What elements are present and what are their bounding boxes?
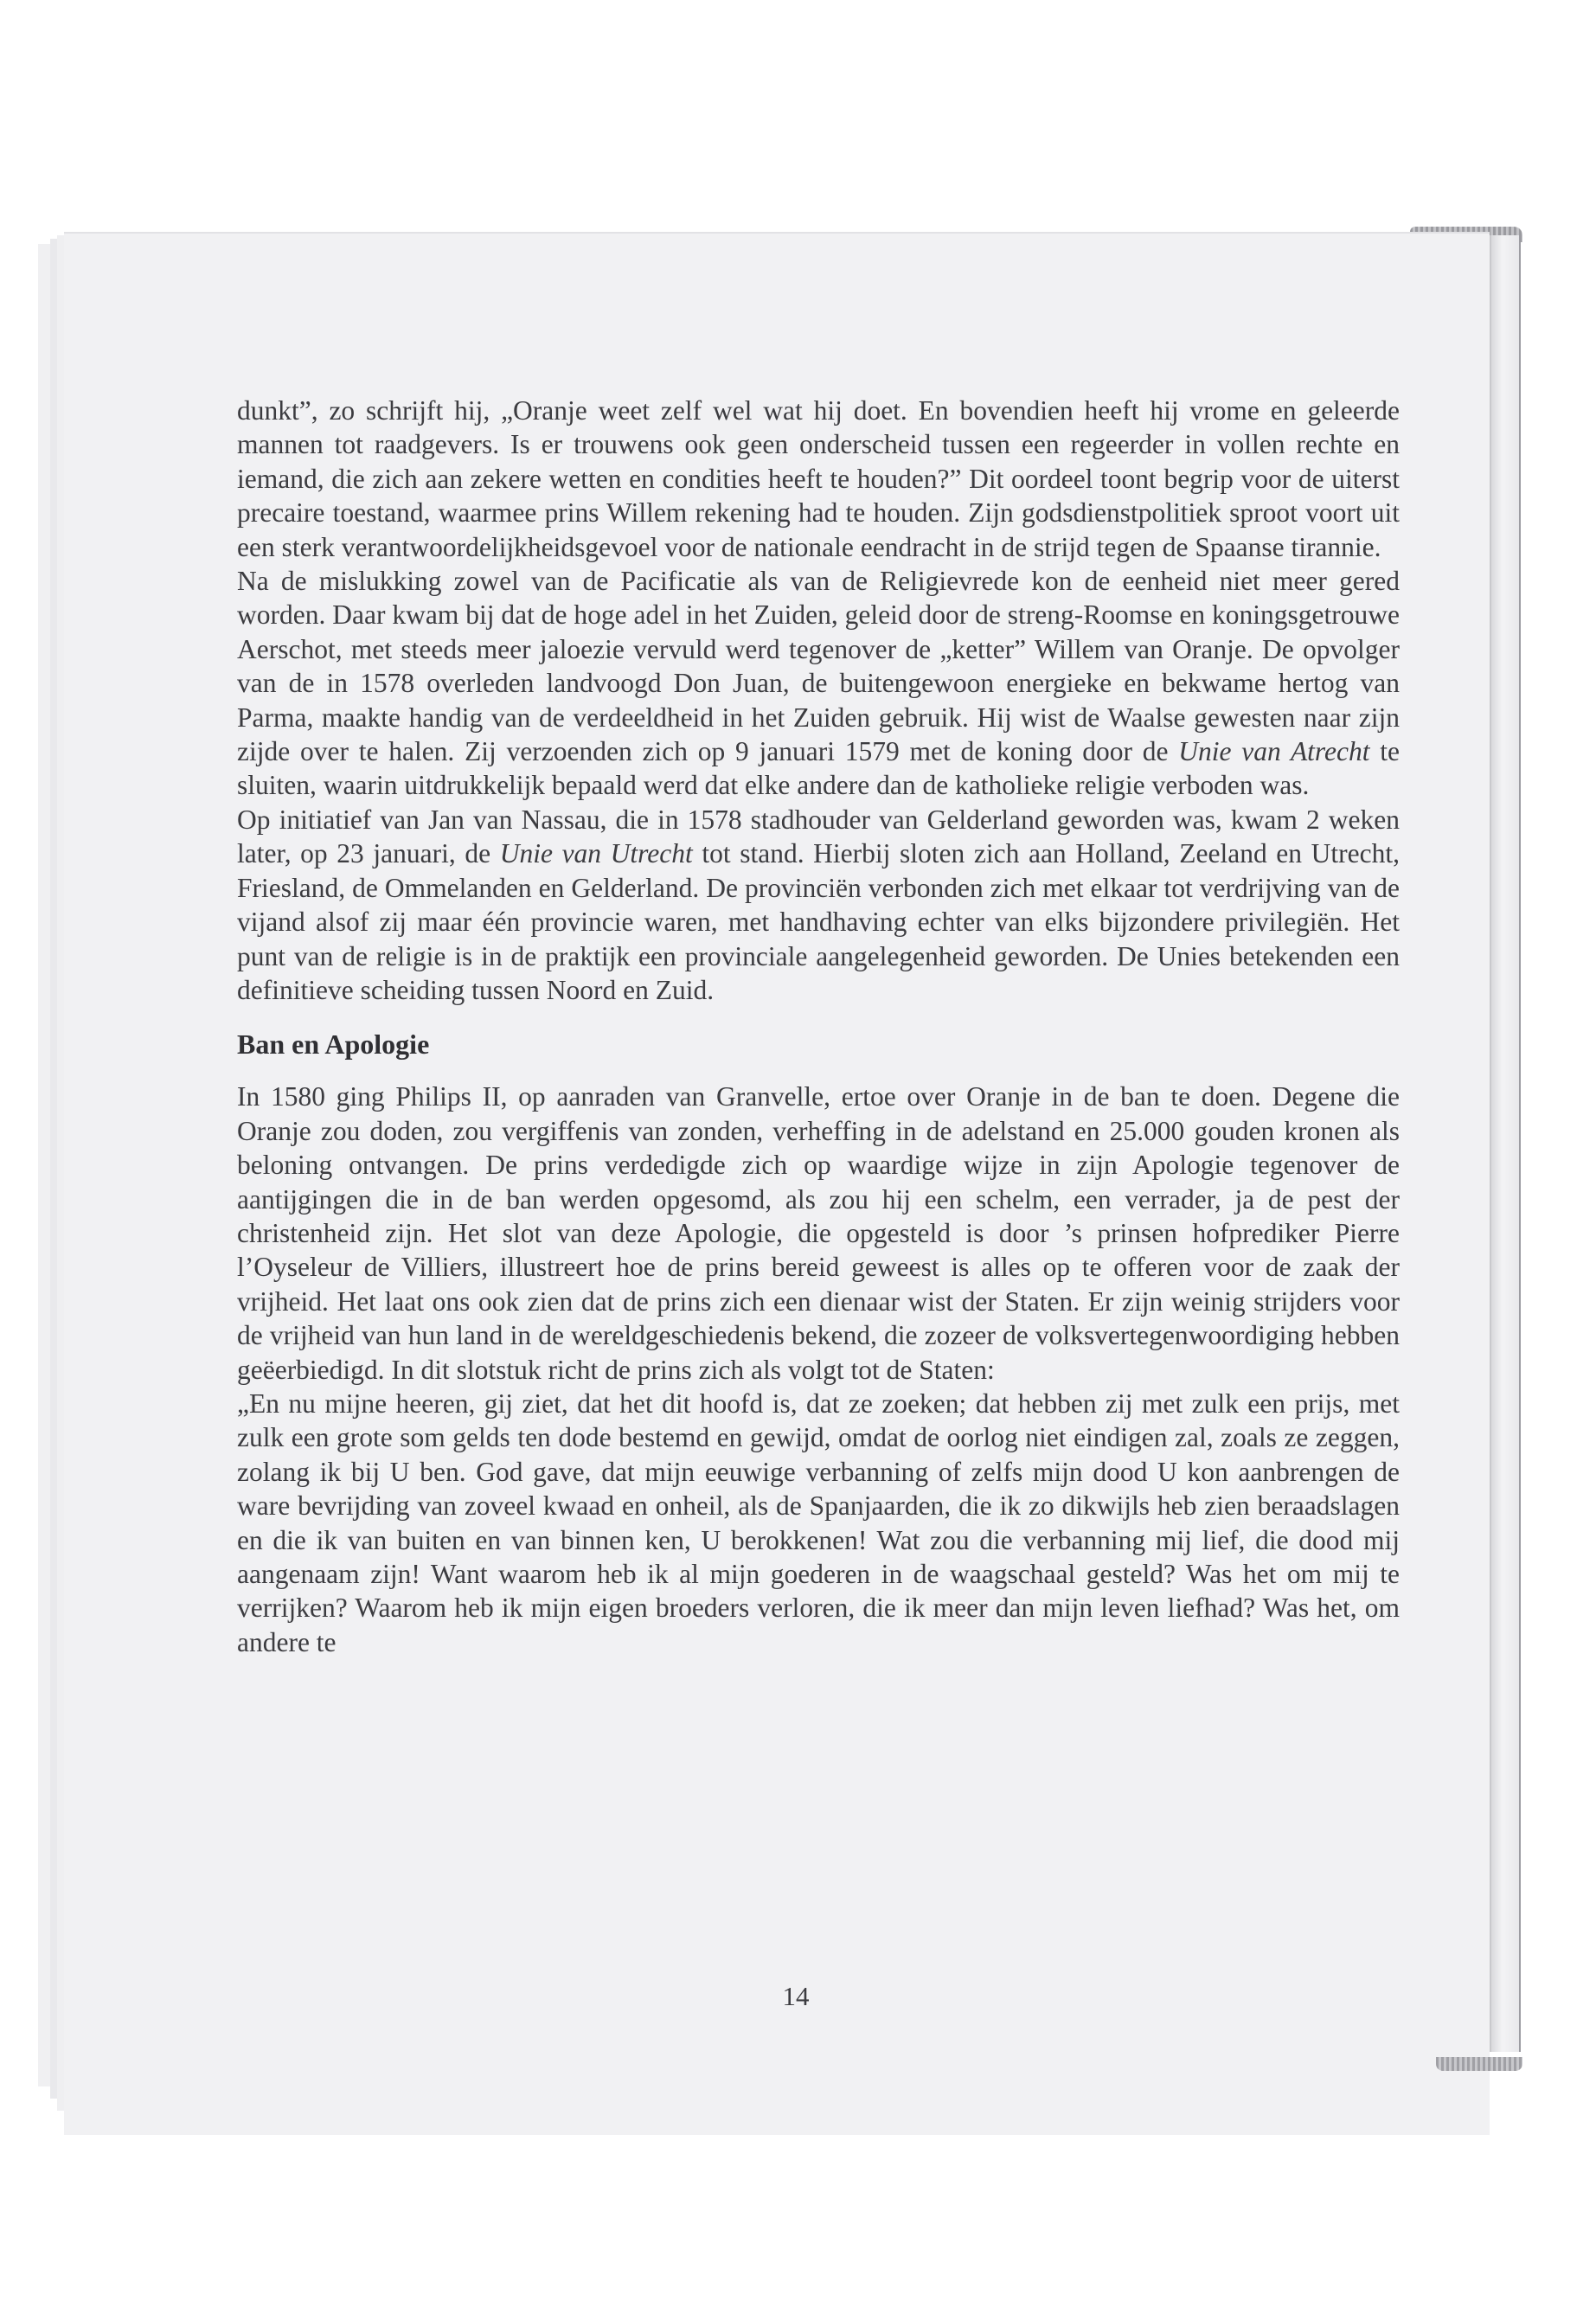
quote-paragraph: „En nu mijne heeren, gij ziet, dat het dit hoofd is, dat ze zoeken; dat hebben zij met zulk een prijs, met zulk een grote som gelds ten dode bestemd en gewijd, omdat de oorlog niet eindigen zal, zoals ze zeggen, zolang ik bij U ben. God gave, dat mijn eeuwige verbanning of zelfs mijn dood U kon aanbrengen de ware bevrijding van zoveel kwaad en onheil, als de Spanjaarden, die ik zo dikwijls heb zien beraadslagen en die ik van buiten en van binnen ken, U berokkenen! Wat zou die verbanning mij lief, die dood mij aangenaam zijn! Want waarom heb ik al mijn goederen in de waagschaal gesteld? Was het om mij te verrijken? Waarom heb ik mijn eigen broeders verloren, die ik meer dan mijn leven liefhad? Was het, om andere te [237, 1388, 1400, 1657]
paragraph-text: Na de mislukking zowel van de Pacificatie als van de Religievrede kon de eenheid niet meer gered worden. Daar kwam bij dat de hoge adel in het Zuiden, geleid door de streng-Roomse en koningsgetrouwe Aerschot, met steeds meer jaloezie vervuld werd tegenover de „ketter” Willem van Oranje. De opvolger van de in 1578 overleden landvoogd Don Juan, de buitengewoon energieke en bekwame hertog van Parma, maakte handig van de verdeeldheid in het Zuiden gebruik. Hij wist de Waalse gewesten naar zijn zijde over te halen. Zij verzoenden zich op 9 januari 1579 met de koning door de [237, 566, 1400, 767]
italic-term: Unie van Utrecht [499, 838, 693, 869]
paragraph [237, 564, 1400, 803]
paragraph: dunkt”, zo schrijft hij, „Oranje weet zelf wel wat hij doet. En bovendien heeft hij vrome en geleerde mannen tot raadgevers. Is er trouwens ook geen onderscheid tussen een regeerder in vollen rechte en iemand, die zich aan zekere wetten en condities heeft te houden?” Dit oordeel toont begrip voor de uiterst precaire toestand, waarmee prins Willem rekening had te houden. Zijn godsdienstpolitiek sproot voort uit een sterk verantwoordelijkheidsgevoel voor de nationale eendracht in de strijd tegen de Spaanse tirannie. [237, 395, 1400, 562]
book-spine-cap [1436, 2057, 1522, 2071]
book-spine [1490, 235, 1521, 2052]
page-number: 14 [782, 1981, 810, 2011]
paragraph-text: Op initiatief van Jan van Nassau, die in 1578 stadhouder van Gelderland geworden was, kwam 2 weken later, op 23 januari, de [237, 804, 1400, 869]
page-text [237, 394, 1400, 1659]
paragraph-text: te sluiten, waarin uitdrukkelijk bepaald werd dat elke andere dan de katholieke religie verboden was. [237, 736, 1400, 801]
paragraph: In 1580 ging Philips II, op aanraden van Granvelle, ertoe over Oranje in de ban te doen. Degene die Oranje zou doden, zou vergiffenis van zonden, verheffing in de adelstand en 25.000 gouden kronen als beloning ontvangen. De prins verdedigde zich op waardige wijze in zijn Apologie tegenover de aantijgingen die in de ban werden opgesomd, als zou hij een schelm, een verrader, ja de pest der christenheid zijn. Het slot van deze Apologie, die opgesteld is door ’s prinsen hofprediker Pierre l’Oyseleur de Villiers, illustreert hoe de prins bereid geweest is alles op te offeren voor de zaak der vrijheid. Het laat ons ook zien dat de prins zich een dienaar wist der Staten. Er zijn weinig strijders voor de vrijheid van hun land in de wereldgeschiedenis bekend, die zozeer de volksvertegenwoordiging hebben geëerbiedigd. In dit slotstuk richt de prins zich als volgt tot de Staten: [237, 1081, 1400, 1385]
section-heading: Ban en Apologie [237, 1029, 430, 1061]
paragraph-text: tot stand. Hierbij sloten zich aan Holland, Zeeland en Utrecht, Friesland, de Ommelanden en Gelderland. De provinciën verbonden zich met elkaar tot verdrijving van de vijand alsof zij maar één provincie waren, met handhaving echter van elks bijzondere privilegiën. Het punt van de religie is in de praktijk een provinciale aangelegenheid geworden. De Unies betekenden een definitieve scheiding tussen Noord en Zuid. [237, 838, 1400, 1005]
italic-term: Unie van Atrecht [1178, 736, 1370, 767]
paragraph [237, 803, 1400, 1007]
